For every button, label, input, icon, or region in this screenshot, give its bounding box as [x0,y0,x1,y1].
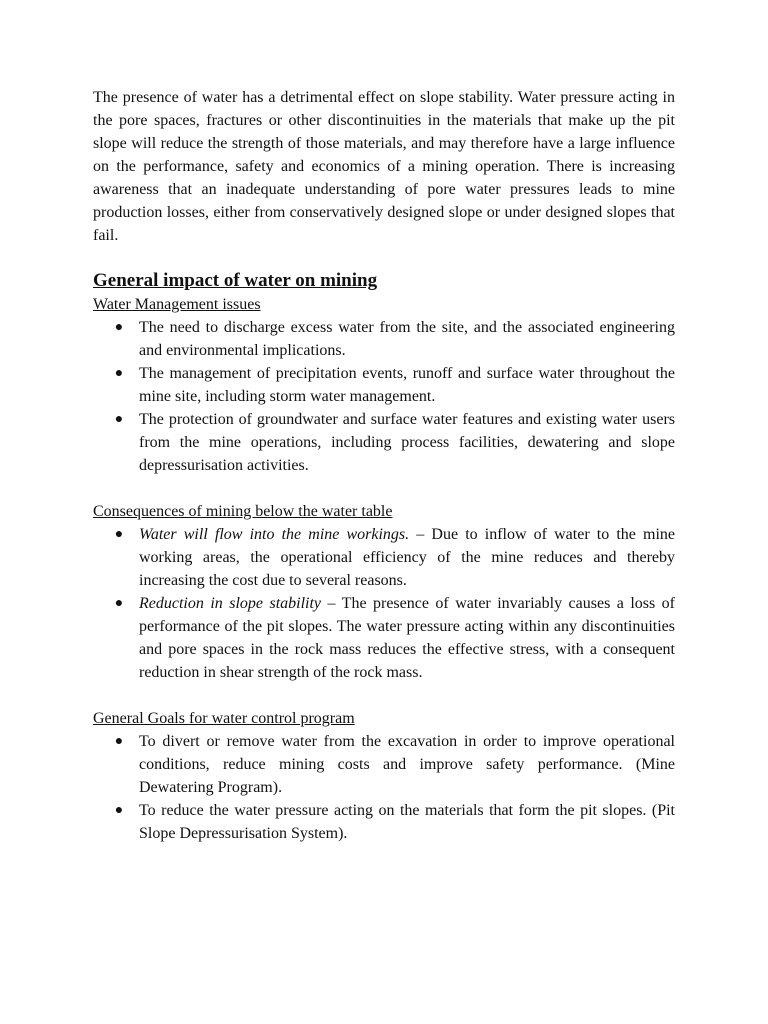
list-item [93,316,675,362]
bullet-list-water-management [93,316,675,477]
subheading-water-management: Water Management issues [93,296,261,313]
document-content [93,86,675,845]
item-text: – Due to inflow of water to the mine working areas, the operational efficiency of the mine reduces and thereby increasing the cost due to several reasons. [139,526,676,589]
bullet-icon: ● [114,596,124,611]
intro-paragraph: The presence of water has a detrimental effect on slope stability. Water pressure acting in the pore spaces, fractures or other discontinuities in the materials that make up the pit slope will reduce the strength of those materials, and may therefore have a large influence on the performance, safety and economics of a mining operation. There is increasing awareness that an inadequate understanding of pore water pressures leads to mine production losses, either from conservatively designed slope or under designed slopes that fail. [93,89,675,244]
item-text: To reduce the water pressure acting on the materials that form the pit slopes. (Pit Slope Depressurisation System). [139,802,675,842]
list-item [93,408,675,477]
item-emphasis: Reduction in slope stability [139,595,322,612]
subheading-consequences: Consequences of mining below the water table [93,503,393,520]
item-text: The need to discharge excess water from the site, and the associated engineering and environmental implications. [139,319,675,359]
subheading-goals: General Goals for water control program [93,710,355,727]
bullet-icon: ● [114,366,124,381]
list-item [93,799,675,845]
bullet-icon: ● [114,412,124,427]
list-item [93,362,675,408]
item-text: – The presence of water invariably causes a loss of performance of the pit slopes. The water pressure acting within any discontinuities and pore spaces in the rock mass reduces the effective stress, with a consequent reduction in shear strength of the rock mass. [139,595,676,681]
list-item [93,592,675,684]
section-heading: General impact of water on mining [93,270,378,291]
bullet-list-goals [93,730,675,845]
item-text: To divert or remove water from the excavation in order to improve operational conditions, reduce mining costs and improve safety performance. (Mine Dewatering Program). [139,733,675,796]
bullet-icon: ● [114,320,124,335]
item-emphasis: Water will flow into the mine workings. [139,526,410,543]
bullet-list-consequences [93,523,675,684]
bullet-icon: ● [114,527,124,542]
bullet-icon: ● [114,803,124,818]
list-item [93,523,675,592]
list-item [93,730,675,799]
bullet-icon: ● [114,734,124,749]
item-text: The management of precipitation events, runoff and surface water throughout the mine site, including storm water management. [139,365,675,405]
item-text: The protection of groundwater and surface water features and existing water users from the mine operations, including process facilities, dewatering and slope depressurisation activities. [139,411,675,474]
